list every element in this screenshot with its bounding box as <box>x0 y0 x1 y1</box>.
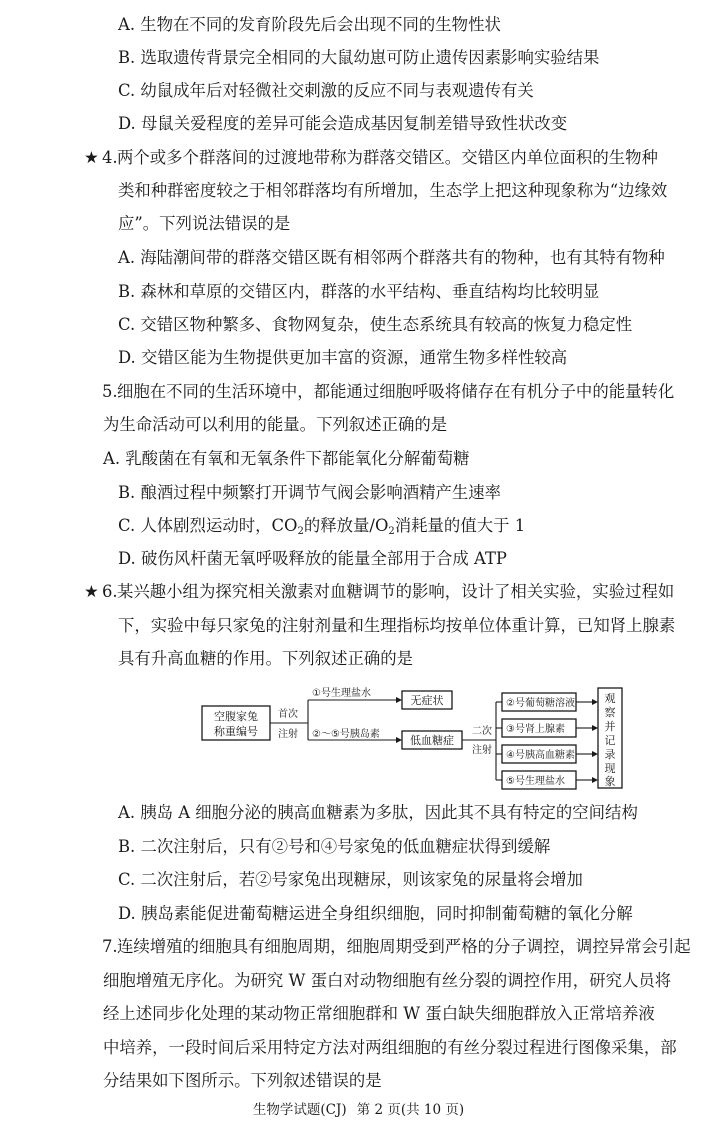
q5-stem-line2: 为生命活动可以利用的能量。下列叙述正确的是 <box>103 415 448 434</box>
experiment-flow-diagram <box>200 686 632 790</box>
q5-option-b: B. 酿酒过程中频繁打开调节气阀会影响酒精产生速率 <box>118 483 502 502</box>
observe-char-5: 录 <box>604 748 616 761</box>
observe-char-7: 象 <box>604 775 616 788</box>
sub-label-3: ③号肾上腺素 <box>506 724 565 735</box>
q7-stem-line2: 细胞增殖无序化。为研究 W 蛋白对动物细胞有丝分裂的调控作用，研究人员将 <box>103 971 672 990</box>
branch1-label: ①号生理盐水 <box>312 688 371 699</box>
q3-option-d: D. 母鼠关爱程度的差异可能会造成基因复制差错导致性状改变 <box>118 114 568 133</box>
q6-option-c: C. 二次注射后，若②号家兔出现糖尿，则该家兔的尿量将会增加 <box>118 870 583 889</box>
q6-stem-line3: 具有升高血糖的作用。下列叙述正确的是 <box>118 649 414 668</box>
observe-char-2: 察 <box>604 706 616 719</box>
branch2-arrowhead <box>396 737 402 743</box>
q6-option-a: A. 胰岛 A 细胞分泌的胰高血糖素为多肽，因此其不具有特定的空间结构 <box>118 803 638 822</box>
q6-option-b: B. 二次注射后，只有②号和④号家兔的低血糖症状得到缓解 <box>118 837 551 856</box>
first-injection-label1: 首次 <box>278 709 298 720</box>
footer-page-number: 第 2 页(共 10 页) <box>356 1102 465 1118</box>
q3-option-b: B. 选取遗传背景完全相同的大鼠幼崽可防止遗传因素影响实验结果 <box>118 48 600 67</box>
observe-arrowhead-2 <box>592 699 598 705</box>
first-injection-label2: 注射 <box>278 729 298 740</box>
sub-label-4: ④号胰高血糖素 <box>506 750 575 761</box>
q4-star-marker: ★ <box>84 148 99 167</box>
q5-option-d: D. 破伤风杆菌无氧呼吸释放的能量全部用于合成 ATP <box>118 549 507 568</box>
q6-option-d: D. 胰岛素能促进葡萄糖运进全身组织细胞，同时抑制葡萄糖的氧化分解 <box>118 904 633 923</box>
sub-label-2: ②号葡萄糖溶液 <box>506 698 575 709</box>
observe-arrowhead-3 <box>592 725 598 731</box>
observe-char-4: 记 <box>604 734 616 747</box>
sub-label-5: ⑤号生理盐水 <box>506 776 565 787</box>
observe-char-3: 并 <box>604 720 616 733</box>
branch1-result: 无症状 <box>410 694 444 707</box>
q4-stem-line2: 类和种群密度较之于相邻群落均有所增加，生态学上把这种现象称为“边缘效 <box>118 181 668 200</box>
second-injection-label2: 注射 <box>472 745 492 756</box>
q5-number: 5. <box>102 382 118 401</box>
q4-option-a: A. 海陆潮间带的群落交错区既有相邻两个群落共有的物种，也有其特有物种 <box>118 248 665 267</box>
q3-option-c: C. 幼鼠成年后对轻微社交刺激的反应不同与表观遗传有关 <box>118 81 534 100</box>
q6-number: 6. <box>102 582 118 601</box>
branch2-result: 低血糖症 <box>410 734 454 747</box>
q5-option-c: C. 人体剧烈运动时，$CO_2$的释放量$/O_2$消耗量的值大于 1 <box>118 516 526 537</box>
q7-stem-line5: 分结果如下图所示。下列叙述错误的是 <box>103 1071 382 1090</box>
page-footer <box>0 1101 717 1119</box>
q6-star-marker: ★ <box>84 582 99 601</box>
q4-option-b: B. 森林和草原的交错区内，群落的水平结构、垂直结构均比较明显 <box>118 282 600 301</box>
start-box-line1: 空腹家兔 <box>214 710 258 723</box>
q4-option-c: C. 交错区物种繁多、食物网复杂，使生态系统具有较高的恢复力稳定性 <box>118 315 633 334</box>
start-box-line2: 称重编号 <box>214 725 258 738</box>
second-injection-label1: 二次 <box>472 726 492 737</box>
observe-arrowhead-5 <box>592 777 598 783</box>
observe-arrowhead-4 <box>592 751 598 757</box>
q5-option-a: A. 乳酸菌在有氧和无氧条件下都能氧化分解葡萄糖 <box>103 449 470 468</box>
q4-stem-line1: 两个或多个群落间的过渡地带称为群落交错区。交错区内单位面积的生物种 <box>117 148 658 167</box>
q6-stem-line1: 某兴趣小组为探究相关激素对血糖调节的影响，设计了相关实验，实验过程如 <box>117 582 675 601</box>
q7-stem-line1: 连续增殖的细胞具有细胞周期，细胞周期受到严格的分子调控，调控异常会引起 <box>117 937 691 956</box>
observe-char-1: 观 <box>604 692 616 705</box>
q4-stem-line3: 应”。下列说法错误的是 <box>118 214 291 233</box>
q7-stem-line4: 中培养，一段时间后采用特定方法对两组细胞的有丝分裂过程进行图像采集，部 <box>103 1038 677 1057</box>
q3-option-a: A. 生物在不同的发育阶段先后会出现不同的生物性状 <box>118 15 501 34</box>
q7-number: 7. <box>102 937 118 956</box>
footer-subject: 生物学试题(CJ) <box>252 1102 347 1118</box>
observe-char-6: 现 <box>604 762 616 775</box>
q4-number: 4. <box>102 148 118 167</box>
q7-stem-line3: 经上述同步化处理的某动物正常细胞群和 W 蛋白缺失细胞群放入正常培养液 <box>103 1004 655 1023</box>
branch2-label: ②～⑤号胰岛素 <box>312 729 380 740</box>
branch1-arrowhead <box>396 697 402 703</box>
q5-stem-line1: 细胞在不同的生活环境中，都能通过细胞呼吸将储存在有机分子中的能量转化 <box>117 382 675 401</box>
q4-option-d: D. 交错区能为生物提供更加丰富的资源，通常生物多样性较高 <box>118 348 568 367</box>
q6-stem-line2: 下，实验中每只家兔的注射剂量和生理指标均按单位体重计算，已知肾上腺素 <box>118 616 676 635</box>
